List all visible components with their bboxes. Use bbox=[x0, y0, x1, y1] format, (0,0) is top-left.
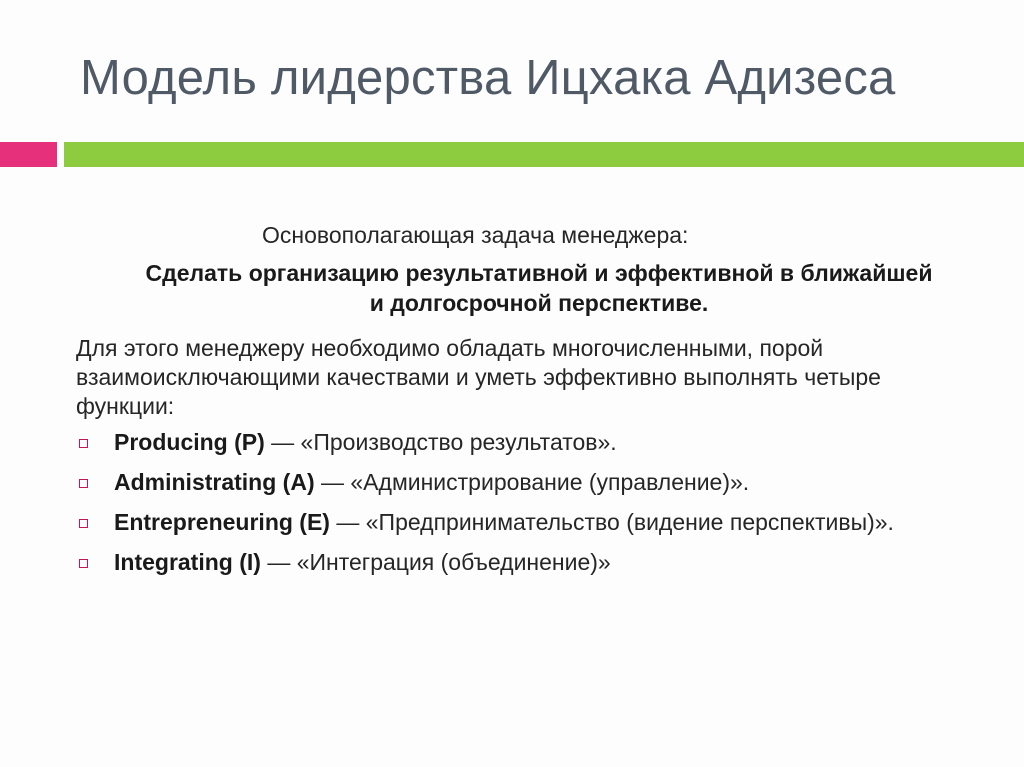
list-item bbox=[76, 428, 976, 457]
list-item bbox=[76, 548, 976, 577]
list-item bbox=[76, 468, 976, 497]
function-term: Integrating (I) bbox=[114, 549, 261, 575]
function-term: Entrepreneuring (E) bbox=[114, 509, 330, 535]
accent-bar-pink bbox=[0, 142, 57, 167]
body-paragraph: Для этого менеджеру необходимо обладать многочисленными, порой взаимоисключающими качествами и уметь эффективно выполнять четыре функции: bbox=[76, 335, 881, 419]
accent-bar-green bbox=[64, 142, 1024, 167]
square-bullet-icon bbox=[79, 479, 88, 488]
square-bullet-icon bbox=[79, 519, 88, 528]
function-description: — «Предпринимательство (видение перспективы)». bbox=[329, 509, 894, 535]
function-description: — «Интеграция (объединение)» bbox=[260, 549, 611, 575]
square-bullet-icon bbox=[79, 559, 88, 568]
function-term: Administrating (A) bbox=[114, 469, 315, 495]
function-description: — «Производство результатов». bbox=[264, 429, 617, 455]
function-term: Producing (P) bbox=[114, 429, 265, 455]
function-description: — «Администрирование (управление)». bbox=[314, 469, 750, 495]
functions-list bbox=[76, 428, 976, 588]
slide-title: Модель лидерства Ицхака Адизеса bbox=[80, 51, 896, 105]
square-bullet-icon bbox=[79, 439, 88, 448]
intro-text: Основополагающая задача менеджера: bbox=[262, 222, 689, 248]
emphasis-text: Сделать организацию результативной и эффективной в ближайшей и долгосрочной перспективе. bbox=[145, 260, 933, 316]
list-item bbox=[76, 508, 976, 537]
